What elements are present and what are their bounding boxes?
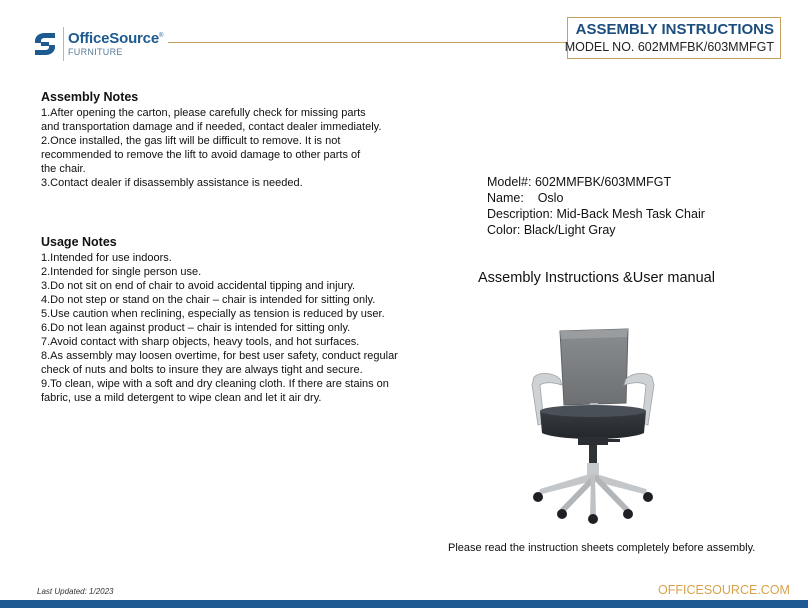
product-model: Model#: 602MMFBK/603MMFGT [487, 175, 672, 189]
logo-sub-label: FURNITURE [68, 47, 123, 57]
brand-logo [33, 27, 173, 61]
header-rule [168, 42, 568, 43]
last-updated: Last Updated: 1/2023 [37, 587, 114, 596]
manual-title: Assembly Instructions &User manual [478, 270, 715, 286]
logo-divider [63, 27, 64, 61]
footer-bar [0, 600, 808, 608]
usage-notes-text: 1.Intended for use indoors. 2.Intended for single person use. 3.Do not sit on end of chair to avoid accidental tipping and injury. 4.Do not step or stand on the chair – chair is intended for sitting only. 5.Use caution when reclining, especially as tension is reduced by user. 6.Do not lean against product – chair is intended for sitting only. 7.Avoid contact with sharp objects, heavy tools, and hot surfaces. 8.As assembly may loosen overtime, for best user safety, conduct regular check of nuts and bolts to insure they are always tight and secure. 9.To clean, wipe with a soft and dry cleaning cloth. If there are stains on fabric, use a mild detergent to wipe clean and let it air dry. [41, 252, 398, 404]
product-color: Color: Black/Light Gray [487, 223, 616, 237]
title-box [564, 17, 781, 59]
document-title: ASSEMBLY INSTRUCTIONS [575, 21, 774, 38]
assembly-notes-heading: Assembly Notes [41, 90, 139, 104]
logo-brand-name: OfficeSource® [68, 30, 164, 47]
assembly-notes-text: 1.After opening the carton, please carefully check for missing parts and transportation damage and if needed, contact dealer immediately. 2.Once installed, the gas lift will be difficult to remove. It is not recommended to remove the lift to avoid damage to other parts of the chair. 3.Contact dealer if disassembly assistance is needed. [41, 107, 382, 189]
model-number: MODEL NO. 602MMFBK/603MMFGT [564, 40, 774, 54]
officesource-logo-icon [33, 31, 57, 57]
assembly-notes-section [41, 89, 401, 190]
mesh-task-chair-image [520, 325, 666, 525]
product-description: Description: Mid-Back Mesh Task Chair [487, 207, 705, 221]
website-link[interactable]: OFFICESOURCE.COM [658, 583, 790, 597]
usage-notes-section [41, 234, 401, 405]
product-info [487, 174, 705, 238]
usage-notes-heading: Usage Notes [41, 235, 117, 249]
read-instructions-note: Please read the instruction sheets completely before assembly. [448, 542, 756, 554]
product-name: Name: Oslo [487, 191, 564, 205]
